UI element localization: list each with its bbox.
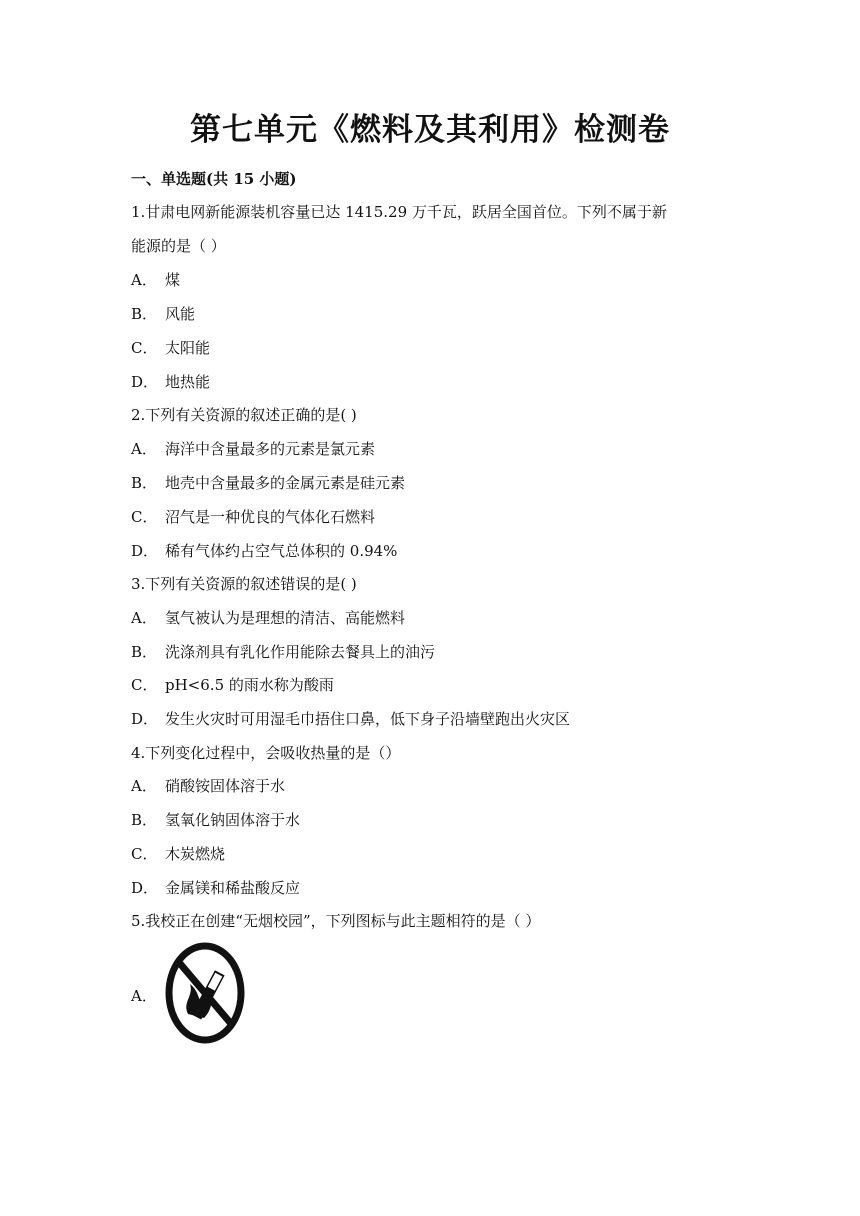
section-heading: 一、单选题(共 15 小题) xyxy=(131,170,297,188)
question-1-stem-line2: 能源的是（ ） xyxy=(131,237,226,255)
option-text: pH<6.5 的雨水称为酸雨 xyxy=(165,676,334,694)
question-3-option-b xyxy=(131,642,435,662)
question-3-option-d xyxy=(131,709,570,729)
option-text: 氢气被认为是理想的清洁、高能燃料 xyxy=(165,609,406,627)
option-letter: C． xyxy=(131,339,158,357)
question-2-option-a xyxy=(131,439,375,459)
option-text: 金属镁和稀盐酸反应 xyxy=(165,879,301,897)
option-letter: B． xyxy=(131,474,158,492)
option-letter: D． xyxy=(131,542,159,560)
question-4-option-b xyxy=(131,810,300,830)
option-text: 海洋中含量最多的元素是氯元素 xyxy=(165,440,376,458)
question-4-option-c xyxy=(131,844,225,864)
question-3-option-c xyxy=(131,675,334,695)
question-2-stem: 2.下列有关资源的叙述正确的是( ) xyxy=(131,406,357,424)
option-text: 稀有气体约占空气总体积的 0.94% xyxy=(165,542,398,560)
question-1-option-a xyxy=(131,270,180,290)
option-text: 太阳能 xyxy=(165,339,211,357)
option-text: 发生火灾时可用湿毛巾捂住口鼻，低下身子沿墙壁跑出火灾区 xyxy=(165,710,571,728)
option-text: 洗涤剂具有乳化作用能除去餐具上的油污 xyxy=(165,643,436,661)
option-text: 硝酸铵固体溶于水 xyxy=(165,777,286,795)
option-letter: C． xyxy=(131,508,158,526)
question-1-option-c xyxy=(131,338,210,358)
option-letter: C． xyxy=(131,676,158,694)
option-letter: B． xyxy=(131,811,158,829)
option-letter: B． xyxy=(131,305,158,323)
option-letter: B． xyxy=(131,643,158,661)
question-1-stem-line1: 1.甘肃电网新能源装机容量已达 1415.29 万千瓦，跃居全国首位。下列不属于新 xyxy=(131,203,667,221)
question-1-option-d xyxy=(131,372,210,392)
question-3-option-a xyxy=(131,608,405,628)
option-letter: D． xyxy=(131,373,159,391)
question-1-option-b xyxy=(131,304,195,324)
no-smoking-icon xyxy=(164,940,246,1046)
option-letter: A． xyxy=(131,440,157,458)
option-letter: D． xyxy=(131,710,159,728)
option-text: 氢氧化钠固体溶于水 xyxy=(165,811,301,829)
option-letter: A． xyxy=(131,271,157,289)
question-4-option-a xyxy=(131,776,285,796)
option-text: 地热能 xyxy=(165,373,211,391)
option-letter: A． xyxy=(131,609,157,627)
question-3-stem: 3.下列有关资源的叙述错误的是( ) xyxy=(131,575,357,593)
option-text: 木炭燃烧 xyxy=(165,845,226,863)
page-title: 第七单元《燃料及其利用》检测卷 xyxy=(190,112,670,148)
option-letter: A． xyxy=(131,987,157,1005)
option-letter: D． xyxy=(131,879,159,897)
option-letter: C． xyxy=(131,845,158,863)
option-text: 煤 xyxy=(165,271,181,289)
question-2-option-b xyxy=(131,473,405,493)
option-text: 沼气是一种优良的气体化石燃料 xyxy=(165,508,376,526)
question-2-option-d xyxy=(131,541,397,561)
option-text: 地壳中含量最多的金属元素是硅元素 xyxy=(165,474,406,492)
option-text: 风能 xyxy=(165,305,196,323)
question-2-option-c xyxy=(131,507,375,527)
question-4-stem: 4.下列变化过程中，会吸收热量的是（） xyxy=(131,744,401,762)
question-5-stem: 5.我校正在创建“无烟校园”，下列图标与此主题相符的是（ ） xyxy=(131,912,541,930)
question-4-option-d xyxy=(131,878,300,898)
option-letter: A． xyxy=(131,777,157,795)
